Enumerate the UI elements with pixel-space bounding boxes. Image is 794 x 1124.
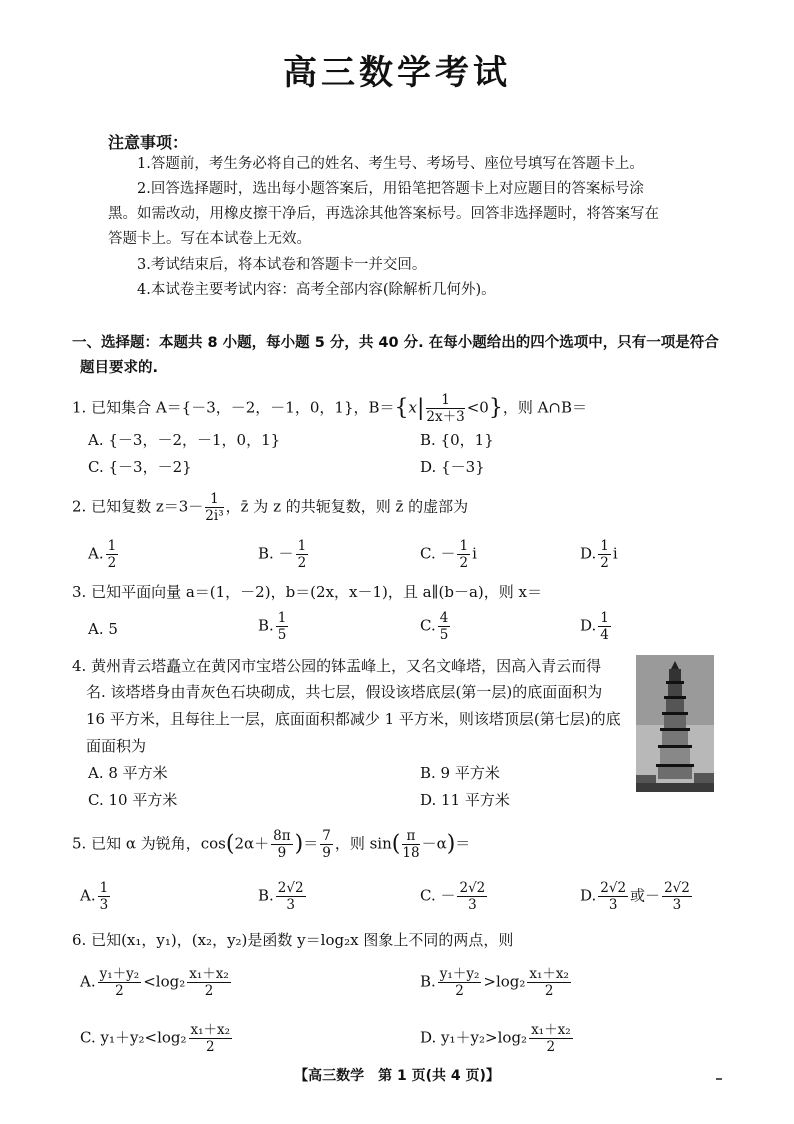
q4-option-a: A. 8 平方米 [88,764,168,782]
q5-opt-d-label: D. [580,886,597,905]
q2-opt-c-num: 1 [459,538,469,554]
q4-option-d: D. 11 平方米 [420,791,510,809]
q5-opt-d-den-1: 3 [608,897,618,913]
q5-option-b [258,880,308,913]
q5-opt-d-mid: 或－ [630,886,661,905]
q1-option-b: B. {0，1} [420,431,494,449]
q6-opt-b-rhs-num: x₁＋x₂ [529,966,569,982]
question-4-line-2: 名. 该塔塔身由青灰色石块砌成，共七层，假设该塔底层(第一层)的底面面积为 [86,683,603,701]
q1-frac-num: 1 [426,392,464,409]
q2-frac-den: 2i³ [205,508,224,524]
q6-option-a [80,966,233,999]
q1-set-close: } [488,395,503,421]
q6-opt-a-rhs-den: 2 [204,983,214,999]
q6-opt-c-label: C. [80,1028,96,1047]
notice-line-1: 1.答题前，考生务必将自己的姓名、考生号、考场号、座位号填写在答题卡上。 [137,156,644,172]
q5-paren1-a: 2α＋ [234,834,270,853]
q5-opt-a-frac [98,880,111,913]
q3-opt-d-num: 1 [600,610,609,626]
q6-opt-a-lhs [98,966,142,999]
q6-option-c [80,1022,234,1055]
q5-opt-c-num: 2√2 [459,880,486,896]
q6-opt-c-rhs-den: 2 [206,1039,215,1055]
q5-text-b: ，则 sin [334,834,392,853]
question-3-stem: 3. 已知平面向量 a＝(1，－2)，b＝(2x，x－1)，且 a∥(b－a)，则 x＝ [72,583,543,601]
notice-line-3: 黑。如需改动，用橡皮擦干净后，再选涂其他答案标号。回答非选择题时，将答案写在 [108,206,659,222]
notice-line-6: 4.本试卷主要考试内容：高考全部内容(除解析几何外)。 [137,282,496,298]
q2-opt-a-den: 2 [107,555,117,571]
question-2-stem [72,491,468,524]
q1-text-a: 1. 已知集合 A＝{－3，－2，－1，0，1}，B＝ [72,398,395,417]
q5-opt-b-label: B. [258,886,274,905]
q3-opt-b-frac [276,610,289,643]
q6-opt-a-rel: < [143,972,156,991]
q4-option-b: B. 9 平方米 [420,764,500,782]
q3-opt-c-num: 4 [439,610,449,626]
q5-opt-d-num-1: 2√2 [600,880,627,896]
q2-option-c [420,538,477,571]
q5-opt-a-label: A. [80,886,96,905]
section-heading-line-1: 一、选择题：本题共 8 小题，每小题 5 分，共 40 分. 在每小题给出的四个选项中，只有一项是符合 [72,335,719,351]
q6-opt-c-rhs [189,1022,233,1055]
q6-opt-b-lhs [438,966,482,999]
q5-frac3-num: π [402,828,419,845]
q6-opt-a-log: log₂ [155,972,186,991]
notice-line-2: 2.回答选择题时，选出每小题答案后，用铅笔把答题卡上对应题目的答案标号涂 [137,181,644,197]
q6-opt-d-log: log₂ [497,1028,528,1047]
q2-opt-c-frac [457,538,470,571]
q1-set-cond: <0 [466,398,489,417]
q5-frac-3 [402,828,419,861]
q1-set-var: x [408,398,417,417]
q1-option-d: D. {－3} [420,458,485,476]
q3-opt-d-den: 4 [600,627,609,643]
q1-set-bar: | [416,395,425,421]
pagoda-photo [636,655,714,792]
q2-opt-b-den: 2 [297,555,307,571]
q6-opt-d-rhs-den: 2 [546,1039,556,1055]
question-1-stem [72,392,587,425]
q5-opt-b-frac [276,880,306,913]
q2-text-a: 2. 已知复数 z＝3－ [72,497,204,516]
notice-heading: 注意事项： [108,133,189,152]
q2-opt-a-frac [106,538,119,571]
question-4-line-3: 16 平方米，且每往上一层，底面面积都减少 1 平方米，则该塔顶层(第七层)的底 [86,710,621,728]
scan-mark [716,1078,722,1080]
q2-opt-d-num: 1 [600,538,609,554]
q2-opt-b-num: 1 [297,538,307,554]
q5-opt-d-den-2: 3 [672,897,682,913]
q6-opt-b-lhs-den: 2 [455,983,464,999]
q5-frac1-num: 8π [273,828,291,844]
q1-text-b: ，则 A∩B＝ [502,398,588,417]
q2-opt-c-label: C. － [420,544,456,563]
q2-opt-b-label: B. － [258,544,294,563]
q6-opt-c-sum: y₁＋y₂ [100,1028,145,1047]
q5-frac1-den: 9 [277,845,287,861]
q1-set-open: { [394,395,409,421]
q1-fraction [426,392,464,425]
q3-opt-c-den: 5 [439,627,449,643]
q6-opt-b-rel: > [483,972,496,991]
q5-opt-d-num-2: 2√2 [664,880,690,896]
q5-opt-b-den: 3 [286,897,295,913]
q5-eq: ＝ [303,834,319,853]
q3-option-c [420,610,452,643]
q5-opt-c-label: C. － [420,886,456,905]
q6-opt-a-lhs-num: y₁＋y₂ [99,966,140,982]
q5-option-a [80,880,112,913]
q5-paren2-b: －α [421,834,447,853]
q5-opt-a-num: 1 [99,880,109,896]
q3-opt-b-num: 1 [277,610,287,626]
q6-opt-a-label: A. [80,972,96,991]
q5-opt-d-frac-1 [598,880,628,913]
q6-option-d [420,1022,575,1055]
q6-opt-d-rhs-num: x₁＋x₂ [531,1022,571,1038]
q3-opt-c-frac [438,610,451,643]
q3-option-b [258,610,290,643]
question-4-line-4: 面面积为 [86,737,147,755]
q2-option-d [580,538,618,571]
q2-option-b [258,538,310,571]
q6-opt-d-sum: y₁＋y₂ [441,1028,486,1047]
q5-opt-a-den: 3 [99,897,109,913]
q2-opt-c-suffix: i [472,544,477,563]
q6-opt-a-rhs-num: x₁＋x₂ [189,966,229,982]
q6-opt-c-rhs-num: x₁＋x₂ [190,1022,231,1038]
q6-opt-d-label: D. [420,1028,437,1047]
q1-option-a: A. {－3，－2，－1，0，1} [88,431,281,449]
q2-frac-num: 1 [205,491,223,508]
q6-opt-a-lhs-den: 2 [115,983,124,999]
q3-option-a: A. 5 [88,620,118,638]
notice-line-4: 答题卡上。写在本试卷上无效。 [108,231,311,247]
question-4-line-1: 4. 黄州青云塔矗立在黄冈市宝塔公园的钵盂峰上，又名文峰塔，因高入青云而得 [72,657,602,675]
q3-opt-c-label: C. [420,616,436,635]
q5-opt-d-frac-2 [662,880,692,913]
q5-option-d [580,880,694,913]
q4-option-c: C. 10 平方米 [88,791,178,809]
exam-title: 高三数学考试 [283,53,511,93]
q3-option-d [580,610,613,643]
q2-text-b: ，z̄ 为 z 的共轭复数，则 z̄ 的虚部为 [225,497,469,516]
q6-opt-c-rel: < [144,1028,158,1047]
q3-opt-b-label: B. [258,616,274,635]
q5-option-c [420,880,489,913]
q6-opt-b-rhs-den: 2 [544,983,554,999]
q6-opt-b-log: log₂ [495,972,526,991]
q5-frac3-den: 18 [402,845,420,861]
q6-opt-c-log: log₂ [157,1028,187,1047]
q2-fraction [205,491,223,524]
q5-opt-b-num: 2√2 [277,880,304,896]
question-6-stem: 6. 已知(x₁，y₁)，(x₂，y₂)是函数 y＝log₂x 图象上不同的两点，则 [72,931,514,949]
q2-opt-a-num: 1 [107,538,117,554]
q2-opt-d-frac [598,538,611,571]
q5-text-c: ＝ [455,834,471,853]
q5-opt-c-den: 3 [468,897,477,913]
section-heading-line-2: 题目要求的. [80,360,159,376]
q3-opt-d-frac [598,610,611,643]
q2-opt-d-den: 2 [600,555,609,571]
q6-opt-b-lhs-num: y₁＋y₂ [439,966,480,982]
q6-option-b [420,966,573,999]
q5-frac-1 [271,828,292,861]
q5-frac2-den: 9 [322,845,331,861]
q2-opt-c-den: 2 [459,555,469,571]
q2-opt-a-label: A. [88,544,104,563]
q1-option-c: C. {－3，－2} [88,458,192,476]
q6-opt-d-rel: > [485,1028,498,1047]
question-5-stem: 5. 已知 α 为锐角，cos(2α＋ $\frac{8\pi}{9}$ )＝ $\frac{7}{9}$ ，则 sin( $\frac{\pi}{18}$ －α)＝ [72,828,471,861]
q2-option-a [88,538,120,571]
q6-opt-b-rhs [527,966,571,999]
q1-frac-den: 2x＋3 [426,409,465,425]
q2-opt-d-label: D. [580,544,597,563]
q2-opt-d-suffix: i [612,544,618,563]
q5-opt-c-frac [457,880,487,913]
q5-text-a: 5. 已知 α 为锐角，cos [72,834,226,853]
page-footer: 【高三数学 第 1 页(共 4 页)】 [294,1068,500,1084]
q6-opt-b-label: B. [420,972,436,991]
q6-opt-d-rhs [529,1022,573,1055]
q5-frac2-num: 7 [322,828,331,844]
q3-opt-b-den: 5 [277,627,287,643]
q3-opt-d-label: D. [580,616,597,635]
q6-opt-a-rhs [187,966,231,999]
notice-line-5: 3.考试结束后，将本试卷和答题卡一并交回。 [137,257,427,273]
q5-frac-2 [320,828,333,861]
q2-opt-b-frac [296,538,309,571]
